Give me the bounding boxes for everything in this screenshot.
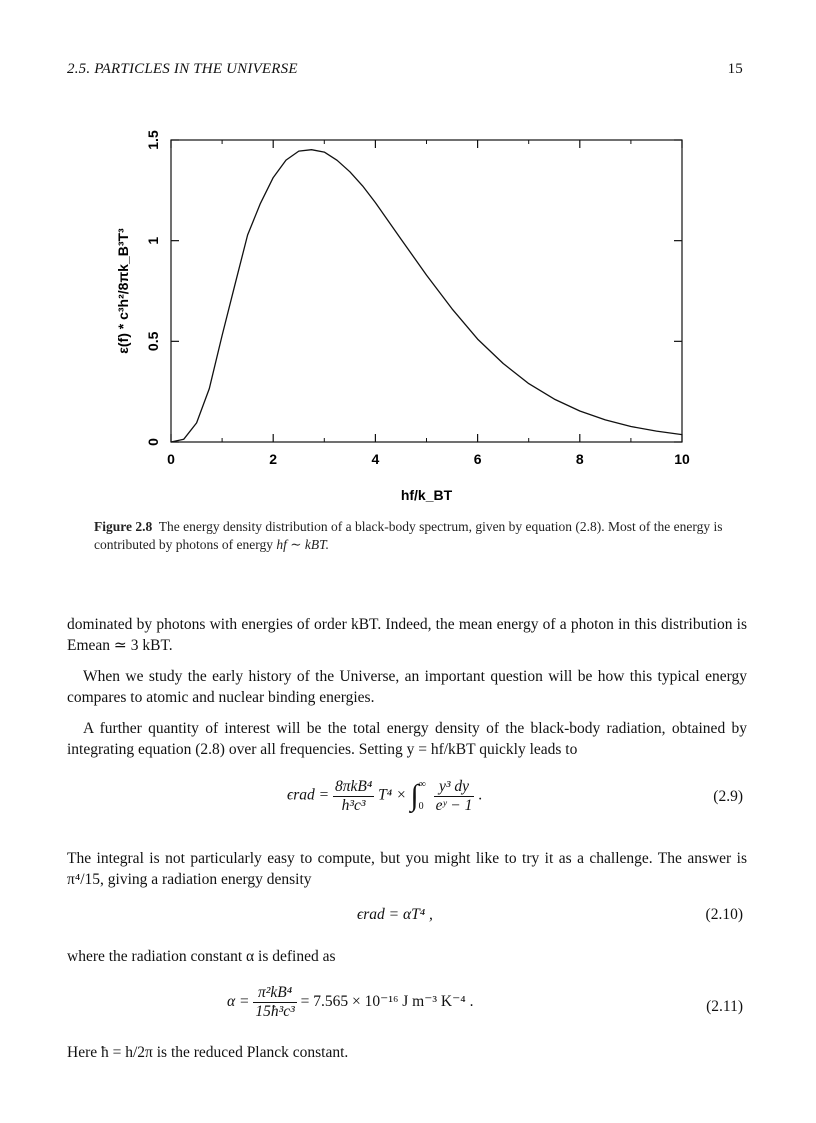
series-line — [171, 150, 682, 442]
y-tick-label: 1.5 — [145, 130, 161, 150]
x-tick-label: 2 — [269, 451, 278, 467]
paragraph-4: The integral is not particularly easy to compute, but you might like to try it as a challenge. The answer is π⁴/15, giving a radiation energy density — [67, 850, 747, 888]
equation-tag: (2.9) — [713, 788, 743, 805]
data-point — [171, 442, 172, 443]
integral-limits — [419, 774, 426, 818]
data-point — [235, 284, 236, 285]
eq-2-9-integrand-den: eʸ − 1 — [435, 796, 473, 814]
eq-2-11-denominator: 15ħ³c³ — [255, 1003, 295, 1020]
data-point — [682, 434, 683, 435]
data-point — [286, 160, 287, 161]
data-point — [298, 151, 299, 152]
x-tick-label: 10 — [674, 451, 690, 467]
data-point — [337, 160, 338, 161]
y-tick-label: 0 — [145, 438, 161, 446]
data-point — [477, 339, 478, 340]
data-point — [528, 383, 529, 384]
eq-2-11-lhs: α = — [227, 993, 250, 1011]
plot-frame — [171, 140, 682, 442]
eq-2-11-fraction — [253, 984, 296, 1021]
data-point — [196, 423, 197, 424]
eq-2-9-lhs: ϵrad = — [287, 786, 330, 804]
eq-2-11-rhs: = 7.565 × 10⁻¹⁶ J m⁻³ K⁻⁴ . — [300, 993, 474, 1011]
data-point — [209, 388, 210, 389]
y-tick-label: 1 — [145, 236, 161, 245]
data-point — [183, 439, 184, 440]
data-point — [452, 309, 453, 310]
x-tick-label: 6 — [473, 451, 482, 467]
data-point — [324, 152, 325, 153]
y-axis-label: ε(f) * c³h²/8πk_B³T³ — [115, 228, 131, 354]
data-point — [503, 363, 504, 364]
paragraph-3: A further quantity of interest will be the total energy density of the black-body radiation, obtained by integrating equation (2.8) over all frequencies. Setting y = hf/kBT quickly leads to — [67, 720, 747, 758]
paragraph-5: where the radiation constant α is defined as — [67, 948, 336, 965]
data-point — [222, 335, 223, 336]
paragraph-2: When we study the early history of the Universe, an important question will be how this typical energy compares to atomic and nuclear binding energies. — [67, 668, 747, 706]
data-point — [554, 399, 555, 400]
eq-2-9-integrand-num: y³ dy — [434, 778, 475, 797]
paragraph-6: Here ħ = h/2π is the reduced Planck constant. — [67, 1044, 349, 1061]
figure-caption-math: hf ∼ kBT. — [276, 537, 330, 552]
data-point — [580, 411, 581, 412]
data-point — [375, 202, 376, 203]
eq-2-9-t-term: T⁴ × — [378, 786, 407, 804]
eq-2-9-integrand — [434, 778, 475, 815]
eq-2-9-numerator: 8πkB⁴ — [335, 777, 373, 795]
eq-2-10-expr: ϵrad = αT⁴ , — [357, 906, 433, 923]
figure-label: Figure 2.8 — [94, 519, 153, 534]
eq-2-9-denominator: h³c³ — [341, 796, 366, 814]
x-tick-label: 4 — [371, 451, 380, 467]
data-point — [273, 177, 274, 178]
figure-caption-text: The energy density distribution of a black-body spectrum, given by equation (2.8). Most of the energy is contributed by photons of energy — [94, 519, 723, 552]
int-lower: 0 — [418, 801, 424, 812]
energy-density-chart — [0, 0, 816, 510]
data-point — [260, 203, 261, 204]
data-point — [656, 431, 657, 432]
y-tick-label: 0.5 — [145, 331, 161, 352]
equation-tag: (2.11) — [706, 998, 743, 1015]
page-number: 15 — [727, 61, 743, 77]
x-tick-label: 8 — [575, 451, 584, 467]
data-point — [631, 426, 632, 427]
data-point — [247, 235, 248, 236]
data-point — [605, 420, 606, 421]
int-upper: ∞ — [418, 779, 426, 790]
eq-2-9-fraction — [333, 778, 374, 815]
data-point — [401, 239, 402, 240]
integral-sign: ∫ — [410, 779, 419, 812]
data-point — [311, 149, 312, 150]
data-point — [350, 172, 351, 173]
data-point — [362, 186, 363, 187]
x-axis-label: hf/k_BT — [400, 487, 453, 503]
figure-caption — [94, 518, 744, 554]
eq-2-9-end: . — [478, 786, 483, 804]
section-title: 2.5. PARTICLES IN THE UNIVERSE — [67, 61, 298, 77]
data-point — [426, 275, 427, 276]
equation-tag: (2.10) — [705, 906, 743, 923]
paragraph-1: dominated by photons with energies of order kBT. Indeed, the mean energy of a photon in this distribution is Emean ≃ 3 kBT. — [67, 616, 747, 654]
x-tick-label: 0 — [167, 451, 175, 467]
eq-2-11-numerator: π²kB⁴ — [253, 984, 296, 1003]
